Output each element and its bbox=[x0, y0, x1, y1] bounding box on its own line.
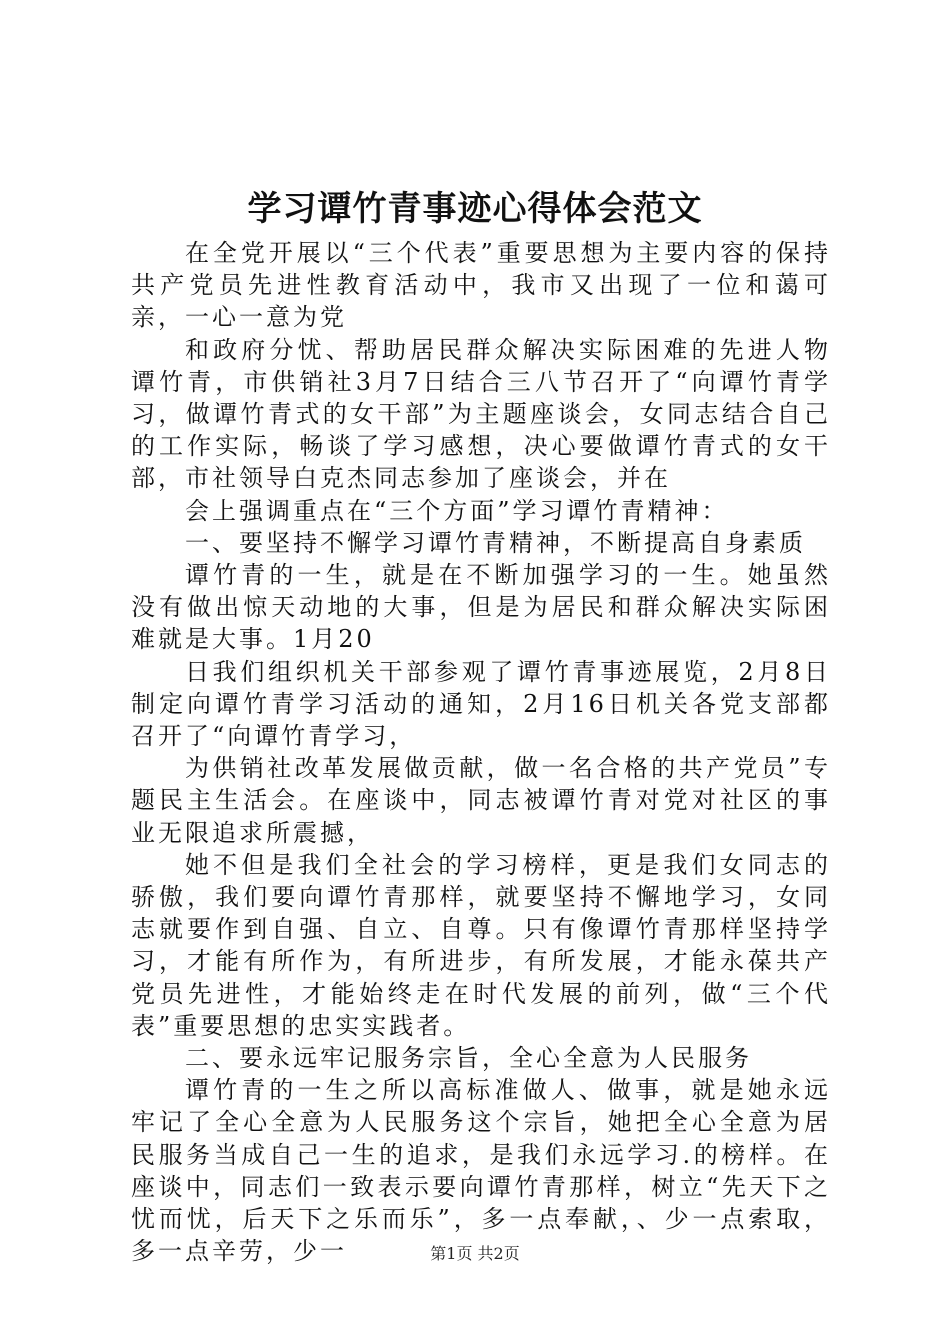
section-heading: 二、要永远牢记服务宗旨，全心全意为人民服务 bbox=[185, 1044, 752, 1073]
paragraph: 为供销社改革发展做贡献，做一名合格的共产党员”专题民主生活会。在座谈中，同志被谭竹青对党对社区的事业无限追求所震撼， bbox=[131, 754, 831, 847]
paragraph: 她不但是我们全社会的学习榜样，更是我们女同志的骄傲，我们要向谭竹青那样，就要坚持不懈地学习，女同志就要作到自强、自立、自尊。只有像谭竹青那样坚持学习，才能有所作为，有所进步，有所发展，才能永葆共产党员先进性，才能始终走在时代发展的前列，做“三个代表”重要思想的忠实实践者。 bbox=[131, 850, 831, 1040]
paragraph: 谭竹青的一生之所以高标准做人、做事，就是她永远牢记了全心全意为人民服务这个宗旨，她把全心全意为居民服务当成自己一生的追求，是我们永远学习.的榜样。在座谈中，同志们一致表示要向谭竹青那样，树立“先天下之忧而忧，后天下之乐而乐”，多一点奉献，、少一点索取，多一点辛劳，少一 bbox=[131, 1076, 831, 1266]
paragraph: 谭竹青的一生，就是在不断加强学习的一生。她虽然没有做出惊天动地的大事，但是为居民和群众解决实际困难就是大事。1月20 bbox=[131, 561, 831, 654]
paragraph: 和政府分忧、帮助居民群众解决实际困难的先进人物谭竹青，市供销社3月7日结合三八节召开了“向谭竹青学习，做谭竹青式的女干部”为主题座谈会，女同志结合自己的工作实际，畅谈了学习感想，决心要做谭竹青式的女干部，市社领导白克杰同志参加了座谈会，并在 bbox=[131, 335, 831, 493]
paragraph: 会上强调重点在“三个方面”学习谭竹青精神： bbox=[185, 496, 729, 525]
document-body bbox=[131, 237, 831, 1268]
paragraph: 日我们组织机关干部参观了谭竹青事迹展览，2月8日制定向谭竹青学习活动的通知，2月16日机关各党支部都召开了“向谭竹青学习， bbox=[131, 657, 831, 751]
section-heading: 一、要坚持不懈学习谭竹青精神，不断提高自身素质 bbox=[185, 528, 806, 557]
paragraph: 在全党开展以“三个代表”重要思想为主要内容的保持共产党员先进性教育活动中，我市又出现了一位和蔼可亲，一心一意为党 bbox=[131, 239, 831, 332]
page-footer: 第1页 共2页 bbox=[430, 1244, 520, 1263]
document-title: 学习谭竹青事迹心得体会范文 bbox=[247, 189, 703, 229]
